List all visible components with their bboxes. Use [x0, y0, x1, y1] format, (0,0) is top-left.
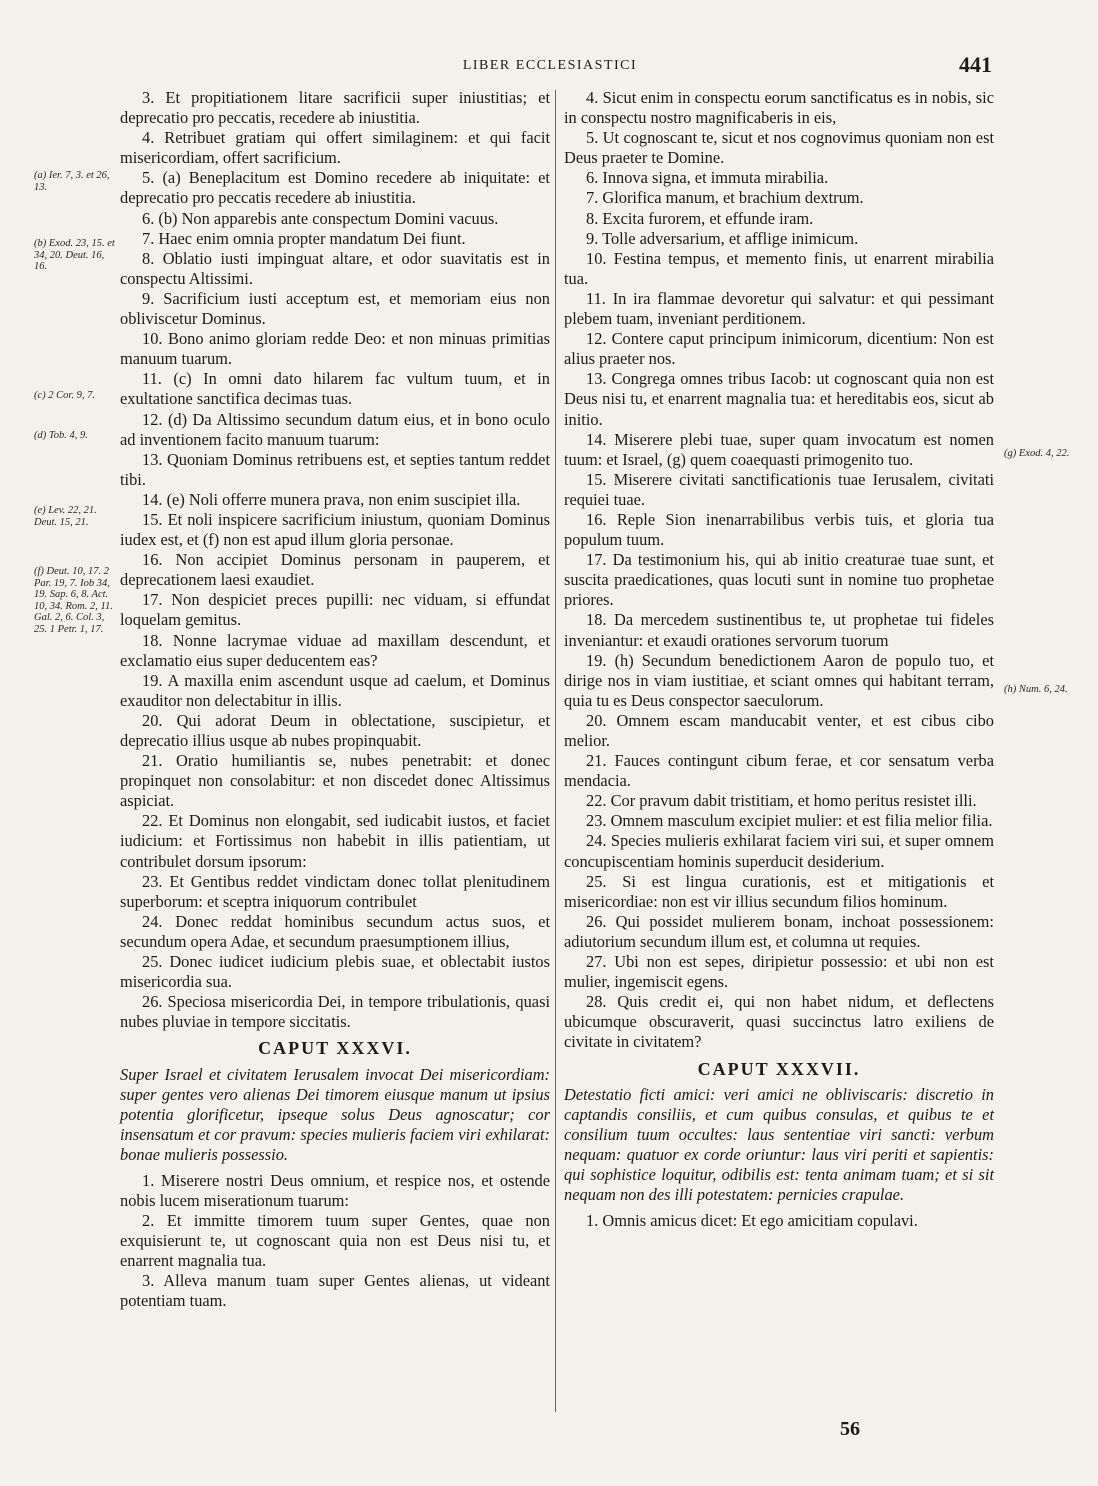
verse: 19. A maxilla enim ascendunt usque ad caelum, et Dominus exauditor non delectabitur in illis.	[120, 670, 550, 710]
verse: 11. (c) In omni dato hilarem fac vultum tuum, et in exultatione sanctifica decimas tuas.	[120, 369, 550, 409]
margin-note-g: (g) Exod. 4, 22.	[1004, 448, 1070, 459]
left-column	[120, 88, 550, 1311]
verse: 6. Innova signa, et immuta mirabilia.	[586, 168, 829, 188]
verse: 15. Et noli inspicere sacrificium iniustum, quoniam Dominus iudex est, et (f) non est apud illum gloria personae.	[120, 509, 550, 550]
column-divider	[555, 90, 556, 1412]
verse: 10. Festina tempus, et memento finis, ut enarrent mirabilia tua.	[564, 248, 994, 288]
signature-mark: 56	[840, 1418, 860, 1440]
verse: 25. Si est lingua curationis, est et mitigationis et misericordiae: non est vir illius secundum filios hominum.	[564, 871, 994, 911]
verse: 8. Oblatio iusti impinguat altare, et odor suavitatis est in conspectu Altissimi.	[120, 248, 550, 288]
verse: 5. (a) Beneplacitum est Domino recedere ab iniquitate: et deprecatio pro peccatis recedere ab iniustitia.	[120, 168, 550, 208]
verse: 24. Donec reddat hominibus secundum actus suos, et secundum opera Adae, et secundum praesumptionem illius,	[120, 911, 550, 951]
verse: 5. Ut cognoscant te, sicut et nos cognovimus quoniam non est Deus praeter te Domine.	[564, 128, 994, 168]
margin-note-f: (f) Deut. 10, 17. 2 Par. 19, 7. Iob 34, 19. Sap. 6, 8. Act. 10, 34. Rom. 2, 11. Gal. 2, 6. Col. 3, 25. 1 Petr. 1, 17.	[34, 566, 113, 635]
verse: 4. Retribuet gratiam qui offert similaginem: et qui facit misericordiam, offert sacrificium.	[120, 128, 550, 168]
margin-note-d: (d) Tob. 4, 9.	[34, 430, 88, 441]
verse: 14. Miserere plebi tuae, super quam invocatum est nomen tuum: et Israel, (g) quem coaequasti primogenito tuo.	[564, 429, 994, 469]
margin-note-c: (c) 2 Cor. 9, 7.	[34, 390, 95, 401]
verse: 17. Da testimonium his, qui ab initio creaturae tuae sunt, et suscita praedicationes, quas locuti sunt in nomine tuo prophetae priores.	[564, 550, 994, 610]
verse: 7. Haec enim omnia propter mandatum Dei fiunt.	[142, 228, 466, 248]
verse: 8. Excita furorem, et effunde iram.	[586, 208, 814, 228]
verse: 6. (b) Non apparebis ante conspectum Domini vacuus.	[142, 208, 499, 228]
verse: 21. Oratio humiliantis se, nubes penetrabit: et donec propinquet non consolabitur: et non discedet donec Altissimus aspiciat.	[120, 751, 550, 811]
verse: 3. Et propitiationem litare sacrificii super iniustitias; et deprecatio pro peccatis, recedere ab iniustitia.	[120, 88, 550, 128]
verse: 10. Bono animo gloriam redde Deo: et non minuas primitias manuum tuarum.	[120, 329, 550, 369]
verse: 2. Et immitte timorem tuum super Gentes, quae non exquisierunt te, ut cognoscant quia non est Deus nisi tu, et enarrent magnalia tua.	[120, 1210, 550, 1270]
verse: 27. Ubi non est sepes, diripietur possessio: et ubi non est mulier, ingemiscit egens.	[564, 952, 994, 992]
verse: 1. Miserere nostri Deus omnium, et respice nos, et ostende nobis lucem miserationum tuarum:	[120, 1170, 550, 1210]
verse: 20. Qui adorat Deum in oblectatione, suscipietur, et deprecatio illius usque ab nubes propinquabit.	[120, 710, 550, 750]
verse: 17. Non despiciet preces pupilli: nec viduam, si effundat loquelam gemitus.	[120, 590, 550, 630]
verse: 16. Reple Sion inenarrabilibus verbis tuis, et gloria tua populum tuum.	[564, 509, 994, 550]
chapter-heading-37: CAPUT XXXVII.	[697, 1058, 861, 1079]
verse: 3. Alleva manum tuam super Gentes alienas, ut videant potentiam tuam.	[120, 1270, 550, 1311]
margin-note-e: (e) Lev. 22, 21. Deut. 15, 21.	[34, 505, 97, 528]
verse: 28. Quis credit ei, qui non habet nidum, et deflectens ubicumque obscuraverit, quasi succinctus latro exiliens de civitate in civitatem?	[564, 992, 994, 1052]
verse: 25. Donec iudicet iudicium plebis suae, et oblectabit iustos misericordia sua.	[120, 952, 550, 992]
verse: 22. Cor pravum dabit tristitiam, et homo peritus resistet illi.	[586, 791, 977, 811]
margin-note-a: (a) Ier. 7, 3. et 26, 13.	[34, 170, 110, 193]
verse: 12. Contere caput principum inimicorum, dicentium: Non est alius praeter nos.	[564, 329, 994, 369]
verse: 18. Nonne lacrymae viduae ad maxillam descendunt, et exclamatio eius super deducentem eas?	[120, 630, 550, 670]
verse: 19. (h) Secundum benedictionem Aaron de populo tuo, et dirige nos in viam iustitiae, et sciant omnes qui habitant terram, quia tu es Deus conspector saeculorum.	[564, 650, 994, 710]
verse: 12. (d) Da Altissimo secundum datum eius, et in bono oculo ad inventionem facito manuum tuarum:	[120, 409, 550, 449]
verse: 22. Et Dominus non elongabit, sed iudicabit iustos, et faciet iudicium: et Fortissimus non habebit in illis patientiam, ut contribulet dorsum ipsorum:	[120, 811, 550, 871]
running-title: LIBER ECCLESIASTICI	[462, 58, 638, 73]
verse: 16. Non accipiet Dominus personam in pauperem, et deprecationem laesi exaudiet.	[120, 550, 550, 590]
verse: 26. Qui possidet mulierem bonam, inchoat possessionem: adiutorium secundum illum est, et columna ut requies.	[564, 911, 994, 951]
margin-note-b: (b) Exod. 23, 15. et 34, 20. Deut. 16, 16.	[34, 238, 115, 272]
verse: 11. In ira flammae devoretur qui salvatur: et qui pessimant plebem tuam, inveniant perditionem.	[564, 288, 994, 329]
verse: 9. Sacrificium iusti acceptum est, et memoriam eius non obliviscetur Dominus.	[120, 288, 550, 329]
verse: 26. Speciosa misericordia Dei, in tempore tribulationis, quasi nubes pluviae in tempore siccitatis.	[120, 992, 550, 1032]
right-column	[564, 88, 994, 1231]
verse: 21. Fauces contingunt cibum ferae, et cor sensatum verba mendacia.	[564, 751, 994, 791]
margin-note-h: (h) Num. 6, 24.	[1004, 684, 1068, 695]
verse: 4. Sicut enim in conspectu eorum sanctificatus es in nobis, sic in conspectu nostro magnificaberis in eis,	[564, 88, 994, 128]
verse: 18. Da mercedem sustinentibus te, ut prophetae tui fideles inveniantur: et exaudi orationes servorum tuorum	[564, 610, 994, 650]
verse: 24. Species mulieris exhilarat faciem viri sui, et super omnem concupiscentiam hominis superducit desiderium.	[564, 831, 994, 871]
verse: 1. Omnis amicus dicet: Et ego amicitiam copulavi.	[586, 1210, 918, 1230]
verse: 9. Tolle adversarium, et afflige inimicum.	[586, 228, 859, 248]
verse: 13. Quoniam Dominus retribuens est, et septies tantum reddet tibi.	[120, 449, 550, 489]
verse: 23. Omnem masculum excipiet mulier: et est filia melior filia.	[586, 811, 993, 831]
verse: 23. Et Gentibus reddet vindictam donec tollat plenitudinem superborum: et sceptra iniquorum contribulet	[120, 871, 550, 911]
verse: 20. Omnem escam manducabit venter, et est cibus cibo melior.	[564, 710, 994, 750]
chapter-heading-36: CAPUT XXXVI.	[258, 1038, 412, 1059]
verse: 7. Glorifica manum, et brachium dextrum.	[586, 188, 864, 208]
verse: 13. Congrega omnes tribus Iacob: ut cognoscant quia non est Deus nisi tu, et enarrent magnalia tua: et hereditabis eos, sicut ab initio.	[564, 369, 994, 429]
page-number: 441	[959, 52, 992, 77]
chapter-summary-37: Detestatio ficti amici: veri amici ne obliviscaris: discretio in captandis consiliis, et cum quibus consulas, et quibus te et consilium tuum occultes: laus sententiae viri sancti: verbum nequam: quatuor ex corde oriuntur: laus viri periti et sapientis: qui sophistice loquitur, odibilis est: tenta animam tuam; et si sit nequam non des illi potestatem: pernicies crapulae.	[564, 1084, 994, 1204]
verse: 15. Miserere civitati sanctificationis tuae Ierusalem, civitati requiei tuae.	[564, 469, 994, 509]
chapter-summary-36: Super Israel et civitatem Ierusalem invocat Dei misericordiam: super gentes vero alienas Dei timorem eiusque manum ut ipsius potentia glorificetur, ipseque solus Deus agnoscatur; cor insensatum et cor pravum: species mulieris faciem viri exhilarat: bonae mulieris possessio.	[120, 1064, 550, 1164]
verse: 14. (e) Noli offerre munera prava, non enim suscipiet illa.	[142, 489, 521, 509]
